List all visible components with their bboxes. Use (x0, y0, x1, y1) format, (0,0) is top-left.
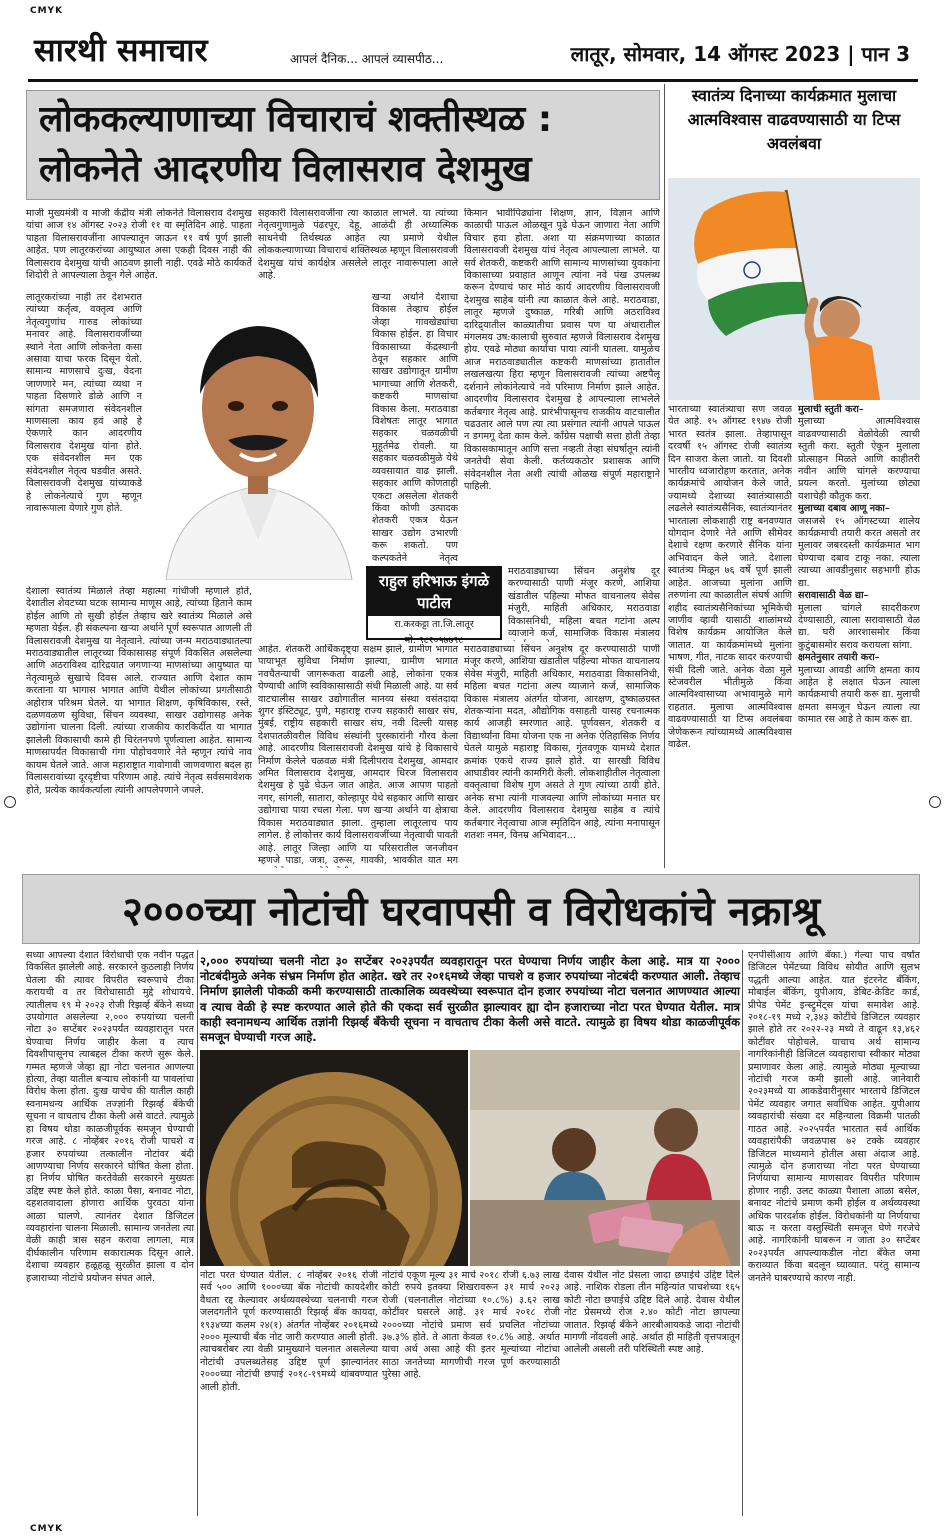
notes-story-headline (22, 874, 920, 944)
lead-headline (26, 90, 660, 200)
registration-mark-icon (929, 796, 941, 808)
lead-headline-line1: लोककल्याणाच्या विचाराचं शक्तीस्थळ : (39, 99, 553, 140)
registration-mark-icon (4, 796, 16, 808)
side-story-col-a: भारताच्या स्वातंत्र्याचा सण जवळ येत आहे. १५ ऑगस्ट १९४७ रोजी भारत स्वतंत्र झाला. तेव्हापासून दरवर्षी १५ ऑगस्ट रोजी स्वातंत्र्य दिन साजरा केला जातो. या दिवशी भारतीय ध्वजारोहण करतात, अनेक कार्यक्रमांचे आयोजन केले जाते, ज्यामध्ये देशाच्या स्वातंत्र्यासाठी लढलेले स्वातंत्र्यसैनिक, स्वातंत्र्यानंतर भारताला लोकशाही राष्ट्र बनवण्यात योगदान देणारे नेते आणि सीमेवर देशाचे रक्षण करणारे सैनिक यांना अभिवादन केले जाते. देशाला स्वातंत्र्य मिळून ७६ वर्षे पूर्ण झाली आहेत. आजच्या मुलांना आणि तरुणांना त्या काळातील संघर्ष आणि शहीद स्वातंत्र्यसैनिकांच्या भूमिकेची जाणीव व्हावी यासाठी शाळांमध्ये विशेष कार्यक्रम आयोजित केले जातात. या कार्यक्रमांमध्ये मुलांना भाषण, गीत, नाटक सादर करण्याची संधी दिली जाते. अनेक वेळा मुले स्टेजवरील भीतीमुळे किंवा आत्मविश्वासाच्या अभावामुळे मागे राहतात. मुलाचा आत्मविश्वास वाढवण्यासाठी या टिप्स अवलंबवा जेणेकरून त्यांच्यामध्ये आत्मविश्वास वाढेल. (668, 404, 792, 750)
lead-story-col1-top: माजी मुख्यमंत्री व माजी केंद्रीय मंत्री लोकनेते विलासराव देशमुख यांचा आज १४ ऑगस्ट २०२३ रोजी ११ वा स्मृतिदिन आहे. पाहता पाहता विलासरावजींना आपल्यातून जाऊन ११ वर्ष पूर्ण झाली आहेत. पण लातूरकरांच्या आयुष्यात असा एकही दिवस नाही की विलासराव देशमुख यांची आठवण झाली नाही. एवढे मोठे कार्यकर्ते शिदोरी ते आपल्याला ठेवून गेले आहेत. (26, 208, 252, 282)
notes-story-mid-col-b: नोटांचे एकूण मूल्य ३१ मार्च २०१८ रोजी ६.७३ लाख कोटी रुपये इतक्या शिखरावरून ३१ मार्च २०२३ रोजी (चलनातील नोटांच्या १०.८%) ३.६२ लाख कोटींवर घसरले आहे. ३१ मार्च २०१८ रोजी २०००च्या नोटांचे प्रमाण सर्व प्रचलित नोटांच्या ३७.३% होते. ते आता केवळ १०.८% आहे. अर्थात याचा अर्थ असा आहे की इतर मूल्यांच्या नोटांचा साठा जनतेच्या मागणीची गरज पूर्ण करण्यासाठी पुरेसा आहे. (382, 1270, 560, 1381)
side-story-col-b (798, 404, 920, 868)
masthead (28, 24, 918, 82)
lead-story-col3-bottom: मराठवाड्याच्या सिंचन अनुशेष दूर करण्यासाठी पाणी मंजूर करणे, आशिया खंडातील पहिल्या मोफत वाचनालय सेवेस मंजुरी, माहिती अधिकार, मराठवाडा विकासनिधी, महिला बचत गटांना अल्प व्याजाने कर्ज, सामाजिक विकास मंत्रालय अंतर्गत योजना, आरक्षण, दुष्काळग्रस्त शेतकऱ्यांना मदत, औद्योगिक वसाहती यासह रचनात्मक कार्य आजही स्मरणात आहे. पूर्णवसन, शेतकरी व विद्यार्थ्यांना विमा योजना एक ना अनेक ऐतिहासिक निर्णय घेतले यामुळे महाराष्ट्र विकास, गुंतवणूक यामध्ये देशात क्रमांक एकचे राज्य झाले होते. या सारखी विविध आघाडीवर त्यांनी कामगिरी केली. लोकशाहीतील नेतृत्वाला वक्तृत्वाचा विशेष गुण असते ते गुण त्यांच्या ठायी होते. अनेक सभा त्यांनी गाजवल्या आणि लोकांच्या मनात घर केले. आदरणीय विलासराव देशमुख साहेब व त्यांचे कर्तबगार नेतृत्वाचा आज स्मृतिदिन आहे, त्यांना मनापासून शतशः नमन, विनम्र अभिवादन... (464, 644, 660, 842)
lead-story-col3: किमान भावीपिढ्यांना शिक्षण, ज्ञान, विज्ञान आणि काळाची पाऊल ओळखून पुढे घेऊन जाणारा नेता आणि विचार हवा होता. अशा या संक्रमणाच्या काळात विलासरावजी देशमुख यांचं नेतृत्व आपल्याला लाभले. या सर्व शेतकरी, कष्टकरी आणि सामान्य माणसांच्या युवकांना विकासाच्या प्रवाहात आणून त्यांना नवे पंख उपलब्ध करून देण्याचं फार मोठं कार्य आदरणीय विलासरावजी देशमुख साहेब यांनी त्या काळात केले आहे. मराठवाडा, लातूर म्हणजे दुष्काळ, गरिबी आणि अठराविश्व दारिद्र्यातील काळ्यातीचा प्रवास पण या अंधारातील मंगलमय उष:कालाची सुरुवात म्हणजे विलासराव देशमुख होय. एवढे मोठ्या कार्याचा पाया त्यांनी घातला. यामुळेच आज मराठवाड्यातील कष्टकरी माणसांच्या हातातील लखलखत्या हिरा म्हणून विलासरावजी त्यांच्या अष्टपैलू दर्शनाने लोकांनेत्याचे नवे परिमाण निर्माण झाले आहेत. आदरणीय विलासराव देशमुख हे आपल्याला लाभलेले कर्तबगार नेतृत्व आहे. प्रारंभीपासूनच राजकीय वाटचालीत चढउतार आले पण त्या त्या प्रसंगात त्यांनी आपले पाऊल न डगमगू देता काम केले. काँग्रेस पक्षाची सत्ता होती तेव्हा विकासकामातून आणि सत्ता नव्हती तेव्हा संघर्षातून त्यांनी जनतेची सेवा केली. कर्तव्यकठोर प्रशासक आणि संवेदनशील नेता अशी त्यांची ओळख संपूर्ण महाराष्ट्राने पाहिली. (464, 208, 660, 492)
tip-text-practice: मुलाला चांगले सादरीकरण देण्यासाठी, त्याला सरावासाठी वेळ द्या. घरी आरशासमोर किंवा कुटुंबासमोर सराव करायला सांगा. (798, 602, 920, 651)
author-mobile: मो. ९८१०५७७९८ (404, 635, 464, 646)
lead-story-col2-bottom: आहेत. शेतकरी आर्थिकदृष्ट्या सक्षम झाले, ग्रामीण भागात पायाभूत सुविधा निर्माण झाल्या, ग्रामीण भागात नवचैतन्याची जागरूकता वाढली आहे, लोकांना एकत्र येण्याची आणि स्वविकासासाठी संधी मिळाली आहे. या सर्व वाटचालीस साखर उद्योगातील मानव्य संस्था वसंतदादा शुगर इंस्टिट्यूट, पुणे, महाराष्ट्र राज्य सहकारी साखर संघ, मुंबई, राष्ट्रीय सहकारी साखर संघ, नवी दिल्ली यासह देशपातळीवरील विविध संस्थांनी पुरस्कारांनी गौरव केला आहे. आदरणीय विलासरावजी देशमुख यांचे हे विकासाचे निर्माण केलेले चळवळ मंत्री दिलीपराव देशमुख, आमदार अमित विलासराव देशमुख, आमदार धिरज विलासराव देशमुख हे पुढे घेऊन जात आहेत. आज आपण पाहतो नगर, सांगली, सातारा, कोल्हापूर येथे सहकार आणि साखर उद्योगाचा पाया रचला गेला. पण खऱ्या अर्थाने या क्षेत्राचा विकास मराठवाड्यात झाला. तुम्हाला लातूरलाच पाय लागेल. हे लोकोत्तर कार्य विलासरावजींच्या नेतृत्वाची पावती आहे. लातूर जिल्हा आणि या परिसरातील जनजीवन म्हणजे पाडा, जत्रा, उरूस, गावकी, भावकीत यात मग (258, 644, 458, 866)
author-name: राहुल हरिभाऊ इंगळे पाटील (368, 568, 500, 616)
tip-text-ability: मुलाच्या आवडी आणि क्षमता काय आहेत हे लक्षात घेऊन त्याला कार्यक्रमाची तयारी करू द्या. मुलाची क्षमता समजून घेऊन त्याला त्या कामात रस आहे ते काम करू द्या. (798, 664, 920, 726)
cmyk-print-mark: CMYK (30, 6, 64, 16)
tip-heading-ability: क्षमतेनुसार तयारी करा– (798, 652, 880, 664)
lead-headline-line2: लोकनेते आदरणीय विलासराव देशमुख (39, 149, 532, 190)
lead-story-col1-wrap: लातूरकरांच्या नाही तर देशभरात त्यांच्या कर्तृत्व, वक्तृत्व आणि नेतृत्वगुणांच गारुड लोकांच्या मनावर आहे. विलासरावजींच्या स्थाने नेता आणि लोकनेता कसा असावा याचा फरक दिसून येतो. सामान्य माणसाचे दुःख, वेदना जाणणारे मन, त्यांच्या व्यथा न पाहता दिसणारे डोळे आणि न सांगता समजणारा संवेदनशील माणसाला काय हवं आहे हे ऐकणारे कान आदरणीय विलासराव देशमुख यांना होते. एक संवेदनशील मन एक संवेदनशील नेतृत्व घडवीत असते. विलासरावजी देशमुख यांच्याकडे हे लोकनेत्याचे गुण म्हणून नावारूपाला येणारे गुण होते. (26, 292, 142, 514)
notes-story-col4: एनपीसीआय आणि बँका.) गेल्या पाच वर्षांत डिजिटल पेमेंटच्या विविध सोयीत आणि सुलभ पद्धती आल्या आहेत. यात इंटरनेट बँकिंग, मोबाईल बँकिंग, युपीआय, डेबिट-क्रेडिट कार्ड, प्रीपेड पेमेंट इन्स्ट्रुमेंट्स यांचा समावेश आहे. २०१८-१९ मध्ये २,३४३ कोटींचे डिजिटल व्यवहार झाले होते तर २०२२-२३ मध्ये ते वाढून १३,४६२ कोटींवर पोहोचले. याचाच अर्थ सामान्य नागरिकांनीही डिजिटल व्यवहाराचा स्वीकार मोठ्या प्रमाणावर केला आहे. त्यामुळे मोठ्या मूल्याच्या नोटांची गरज कमी झाली आहे. जानेवारी २०२३मध्ये या आकडेवारीनुसार भारताचे डिजिटल पेमेंट व्यवहार जगात सर्वाधिक आहेत. युपीआय व्यवहारांची संख्या दर महिन्याला विक्रमी पातळी गाठत आहे. २०२५पर्यंत भारतात सर्व आर्थिक व्यवहारांपैकी जवळपास ७२ टक्के व्यवहार डिजिटल माध्यमाने होतील असा अंदाज आहे. त्यामुळे दोन हजाराच्या नोटा परत घेण्याच्या निर्णयाचा सामान्य माणसावर विपरीत परिणाम होणार नाही. उलट काळ्या पैशाला आळा बसेल, बनावट नोटांचे प्रमाण कमी होईल व अर्थव्यवस्था अधिक पारदर्शक होईल. विरोधकांनी या निर्णयाचा बाऊ न करता वस्तुस्थिती समजून घेणे गरजेचे आहे. नागरिकांनी घाबरून न जाता ३० सप्टेंबर २०२३पर्यंत आपल्याकडील नोटा बँकेत जमा कराव्यात किंवा बदलून घ्याव्यात. परंतु सामान्य जनतेने घाबरण्याचे कारण नाही. (748, 950, 920, 1284)
bank-cash-counter-photo (470, 1050, 740, 1266)
tip-text-praise: मुलाच्या आत्मविश्वास वाढवण्यासाठी वेळोवेळी त्याची स्तुती करा. स्तुती ऐकून मुलाला प्रोत्साहन मिळते आणि काहीतरी नवीन आणि चांगले करण्याचा प्रयत्न करतो. मुलांच्या छोट्या यशाचेही कौतुक करा. (798, 416, 920, 502)
newspaper-name: सारथी समाचार (34, 31, 208, 69)
newspaper-tagline: आपलं दैनिक... आपलं व्यासपीठ... (290, 52, 444, 66)
notes-story-col1: सध्या आपल्या देशात विरोधाची एक नवीन पद्धत विकसित झालेली आहे. सरकारने कुठलाही निर्णय घेतला की त्यावर विपरीत स्वरूपाचे टीका करायची व तर विरोधासाठी मुद्दे शोधायचे. त्यातीलच १९ मे २०२३ रोजी रिझर्व्ह बँकेने सध्या उपयोगात असलेल्या २,००० रुपयांच्या चलनी नोटा ३० सप्टेंबर २०२३पर्यंत व्यवहारातून परत घेण्याचा निर्णय जाहीर केला व त्याच दिवशीपासूनच त्याबद्दल टीका करणे सुरू केले. गम्मत म्हणजे जेव्हा ह्या नोटा चलनात आणल्या होत्या, तेव्हा यातील बऱ्याच लोकांनी या पावलांचा विरोध केला होता. दुःख याचेच की यातील काही स्वनामधन्य आर्थिक तज्ज्ञांनी रिझर्व्ह बँकेची सूचना न वाचताच टीका केली असे वाटते. त्यामुळे हा विषय थोडा काळजीपूर्वक समजून घेण्याची गरज आहे. ८ नोव्हेंबर २०१६ रोजी पाचशे व हजार रुपयांच्या तत्कालीन नोटांवर बंदी आणण्याचा निर्णय सरकारने घोषित केला होता. हा निर्णय घोषित करतेवेळी सरकारने मुख्यतः उद्दिष्ट स्पष्ट केले होते. काळा पैसा, बनावट नोटा, दहशतवादाला होणारा आर्थिक पुरवठा यांना आळा घालणे. त्यानंतर देशात डिजिटल व्यवहारांना चालना मिळाली. सामान्य जनतेला त्या वेळी काही त्रास सहन करावा लागला, मात्र दीर्घकालीन परिणाम सकारात्मक दिसून आले. देशाचा व्यवहार हळूहळू सुरळीत झाला व दोन हजाराच्या नोटांचे प्रयोजन संपत आले. (26, 950, 194, 1284)
vilasrao-deshmukh-portrait (146, 290, 370, 580)
lead-story-col2-wrap: खऱ्या अर्थाने देशाचा विकास तेव्हाच होईल जेव्हा गावखेड्यांचा विकास होईल. हा विचार विकासाच्या केंद्रस्थानी ठेवून सहकार आणि साखर उद्योगातून ग्रामीण भागाच्या आणि शेतकरी, कष्टकरी माणसांचा विकास केला. मराठवाडा विशेषतः लातूर भागात सहकार चळवळीची मुहूर्तमेढ रोवली. या सहकार चळवळीमुळे येथे व्यवसायात वाढ झाली. सहकार आणि कोणताही एकटा असलेला शेतकरी किंवा कोणी उत्पादक शेतकरी एकत्र येऊन साखर उद्योग उभारणी करू शकतो. पण कल्पकतेने नेतृत्व (372, 292, 458, 564)
rbi-emblem-photo (200, 1050, 468, 1266)
byline-box (366, 566, 502, 646)
notes-story-mid-col-c: देवास येथील नोट प्रेसला जादा छपाईचे उद्दिष्ट दिले आहे. नाशिक रोडला तीन महिन्यांत पाचशेच्या १६५ कोटी नोटा छपाईचे उद्दिष्ट दिले आहे. देवास येथील नोट प्रेसमध्ये रोज २.४० कोटी नोटा छापल्या जातात. रिझर्व्ह बँकेने आरबीआयकडे जादा नोटांची मागणी नोंदवली आहे. अर्थात ही माहिती वृत्तपत्रातून आलेली असली तरी परिस्थिती स्पष्ट आहे. (564, 1270, 740, 1356)
side-story-headline: स्वातंत्र्य दिनाच्या कार्यक्रमात मुलाचा आत्मविश्वास वाढवण्यासाठी या टिप्स अवलंबवा (687, 86, 901, 153)
lead-story-col3-beside-byline: मराठवाड्याच्या सिंचन अनुशेष दूर करण्यासाठी पाणी मंजूर करणे, आशिया खंडातील पहिल्या मोफत वाचनालय सेवेस मंजुरी, माहिती अधिकार, मराठवाडा विकासनिधी, महिला बचत गटांना अल्प व्याजाने कर्ज, सामाजिक विकास मंत्रालय (508, 566, 660, 640)
tip-heading-praise: मुलाची स्तुती करा– (798, 404, 864, 415)
tip-heading-no-pressure: मुलाच्या दबाव आणू नका– (798, 503, 890, 515)
author-address: रा.करकट्टा ता.जि.लातूर (394, 619, 474, 630)
tip-text-no-pressure: जसजसे १५ ऑगस्टच्या शालेय कार्यक्रमाची तयारी करत असतो तर मुलावर जबरदस्ती कार्यक्रमात भाग घेण्याचा दबाव टाकू नका. त्याला त्याच्या आवडीनुसार सहभागी होऊ द्या. (798, 515, 920, 589)
notes-story-intro: २,००० रुपयांच्या चलनी नोटा ३० सप्टेंबर २०२३पर्यंत व्यवहारातून परत घेण्याचा निर्णय जाहीर केला आहे. मात्र या २००० नोटबंदीमुळे अनेक संभ्रम निर्माण होत आहेत. खरे तर २०१६मध्ये जेव्हा पाचशे व हजार रुपयांच्या नोटबंदी करण्यात आली. तेव्हाच निर्माण झालेली पोकळी कमी करण्यासाठी तात्कालिक व्यवस्थेच्या स्वरूपात दोन हजार रुपयांच्या नोटा चलनात आणण्यात आल्या व त्याच वेळी हे स्पष्ट करण्यात आले होते की एकदा सर्व सुरळीत झाल्यावर ह्या दोन हजाराच्या नोटा परत घेण्यात येतील. मात्र काही स्वनामधन्य आर्थिक तज्ञांनी रिझर्व्ह बँकेची सूचना न वाचताच टीका केली असे वाटते. त्यामुळे हा विषय थोडा काळजीपूर्वक समजून घेण्याची गरज आहे. (200, 954, 740, 1045)
lead-story-col1-bottom: देशाला स्वातंत्र्य मिळाले तेव्हा महात्मा गांधीजी म्हणाले होते, देशातील शेवटच्या घटक सामान्य माणूस आहे, त्यांच्या हिताने काम होईल आणि तो सुखी होईल तेव्हाच खरे स्वातंत्र्य मिळाले असे म्हणता येईल. ही संकल्पना खऱ्या अर्थाने पूर्ण स्वरूपात आणली ती विलासरावजी देशमुख या नेतृत्वाने. त्यांच्या जन्म मराठवाड्यातल्या मराठवाड्यातील लातूरच्या विकासासह संपूर्ण विकसित असलेल्या आणि अठराविश्व दारिद्रयात जगणाऱ्या माणसांच्या आयुष्यात या नेतृत्वामुळे सुखाचे दिवस आले. राज्यात आणि देशात काम करताना या भागास भागात आणि येथील लोकांच्या प्रगतीसाठी अहोरात्र परिश्रम घेतले. या भागात शिक्षण, कृषिविकास, रस्ते, दळणवळण सुविधा, सिंचन व्यवस्था, साखर उद्योगासह अनेक उद्योगांना चालना दिली. त्यांच्या राजकीय कारकिर्दीत या भागात झालेली विकासाची कामे ही चिरंतनपणे पूर्णत्वाला आहेत. सामान्य माणसापर्यंत विकासाची गंगा पोहोचवणारे नेते म्हणून त्यांचे नाव कायम घेतले जाते. आज महाराष्ट्रात गावोगावी जाणवणारा बदल हा विलासरावांच्या दूरदृष्टीचा परिणाम आहे. त्यांचे नेतृत्व सर्वसमावेशक होते, प्रत्येक कार्यकर्त्याला त्यांनी आपलेपणाने जपले. (26, 586, 252, 796)
column-divider (664, 84, 665, 868)
cmyk-print-mark: CMYK (30, 1524, 64, 1534)
child-with-flag-photo (668, 178, 920, 400)
column-divider (742, 950, 743, 1516)
lead-story-col2-top: सहकारी विलासरावजींना त्या काळात लाभले. या त्यांच्या नेतृत्वगुणामुळे पंढरपूर, देहू, आळंदी ही अध्यात्मिक साधनेची तिर्थस्थळ आहेत त्या प्रमाणे येथील लोककल्याणाच्या विचाराचं शक्तिस्थळ म्हणून विलासरावजी देशमुख यांचं कार्यक्षेत्र असलेले लातूर नावारूपाला आले आहे. (258, 208, 458, 282)
notes-story-mid-col-a: नोटा परत घेण्यात येतील. ८ नोव्हेंबर २०१६ रोजी सर्व ५०० आणि १०००च्या बँक नोटांची कायदेशीर वैधता रद्द केल्यावर अर्थव्यवस्थेच्या चलनाची गरज जलदगतीने पूर्ण करण्यासाठी रिझर्व्ह बँक कायदा, १९३४च्या कलम २४(१) अंतर्गत नोव्हेंबर २०१६मध्ये २००० मूल्याची बँक नोट जारी करण्यात आली होती. त्याचबरोबर त्या वेळी प्रामुख्याने चलनात असलेल्या नोटांची उपलब्धतेसह उद्दिष्ट पूर्ण झाल्यानंतर २०००च्या नोटांची छपाई २०१८-१९मध्ये थांबवण्यात आली होती. (200, 1270, 378, 1393)
column-divider (197, 950, 198, 1516)
notes-headline-text: २०००च्या नोटांची घरवापसी व विरोधकांचे नक्राश्रू (121, 888, 821, 935)
tip-heading-practice: सरावासाठी वेळ द्या– (798, 590, 869, 602)
dateline: लातूर, सोमवार, 14 ऑगस्ट 2023 | पान 3 (570, 42, 910, 66)
